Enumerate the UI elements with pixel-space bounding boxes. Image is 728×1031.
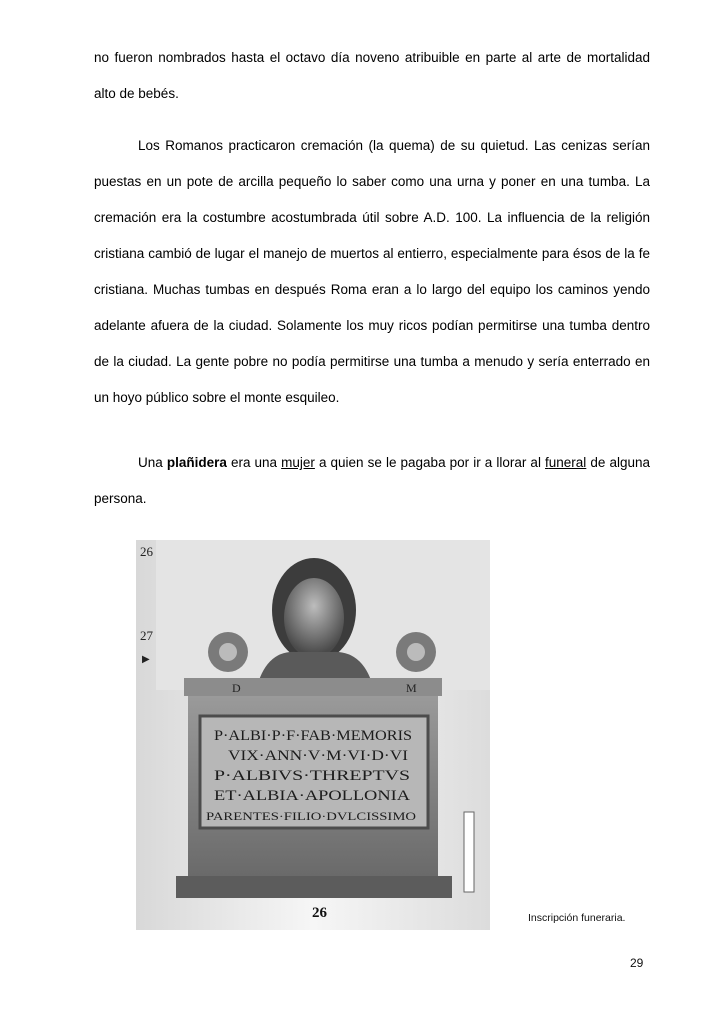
inscription-line-2: VIX·ANN·V·M·VI·D·VI [228, 748, 408, 764]
paragraph-1-text: no fueron nombrados hasta el octavo día noveno atribuible en parte al arte de mortalidad alto de bebés. [94, 50, 650, 101]
funeral-link-rest: uneral [548, 455, 587, 470]
mujer-link[interactable]: mujer [281, 455, 315, 470]
inscription-line-3: P·ALBIVS·THREPTVS [214, 768, 410, 784]
plañidera-term: plañidera [166, 455, 227, 470]
paragraph-2-text: Los Romanos practicaron cremación (la quema) de su quietud. Las cenizas serían puestas en un pote de arcilla pequeño lo saber como una urna y poner en una tumba. La cremación era la costumbre acostumbrada útil sobre A.D. 100. La influencia de la religión cristiana cambió de lugar el manejo de muertos al entierro, especialmente para ésos de la fe cristiana. Muchas tumbas en después Roma eran a lo largo del equipo los caminos yendo adelante afuera de la ciudad. Solamente los muy ricos podían permitirse una tumba dentro de la ciudad. La gente pobre no podía permitirse una tumba a menudo y sería enterrado en un hoyo público sobre el monte esquileo. [94, 138, 650, 405]
page-number: 29 [630, 956, 644, 970]
marker-arrow: ▶ [142, 654, 150, 665]
paragraph-1 [94, 40, 650, 112]
figure-caption: Inscripción funeraria. [528, 912, 626, 924]
paragraph-3-mid: era una [226, 455, 282, 470]
measuring-rule [464, 812, 474, 892]
altar-base [176, 876, 452, 898]
rosette-left-center [219, 643, 237, 661]
paragraph-3-lead: Una [138, 455, 167, 470]
monument-illustration [136, 540, 490, 930]
plate-number: 26 [312, 905, 327, 921]
marker-27: 27 [140, 628, 153, 643]
paragraph-3 [94, 445, 650, 517]
funeral-link[interactable] [545, 455, 586, 470]
funerary-monument-photo [136, 540, 490, 930]
rosette-right-center [407, 643, 425, 661]
bust-face [284, 578, 344, 658]
paragraph-3-text [94, 445, 650, 517]
paragraph-3-mid2: a quien se le pagaba por ir a llorar al [314, 455, 546, 470]
pediment-letter-m: M [406, 681, 417, 695]
funeral-link-initial: f [545, 455, 549, 470]
marker-26: 26 [140, 544, 153, 559]
inscription-line-4: ET·ALBIA·APOLLONIA [214, 788, 411, 804]
paragraph-3-tail: de alguna persona. [94, 455, 651, 506]
inscription-line-5: PARENTES·FILIO·DVLCISSIMO [206, 809, 417, 823]
pediment-slab [184, 678, 442, 696]
pediment-letter-d: D [232, 681, 241, 695]
inscription-line-1: P·ALBI·P·F·FAB·MEMORIS [214, 728, 412, 744]
paragraph-2 [94, 128, 650, 416]
